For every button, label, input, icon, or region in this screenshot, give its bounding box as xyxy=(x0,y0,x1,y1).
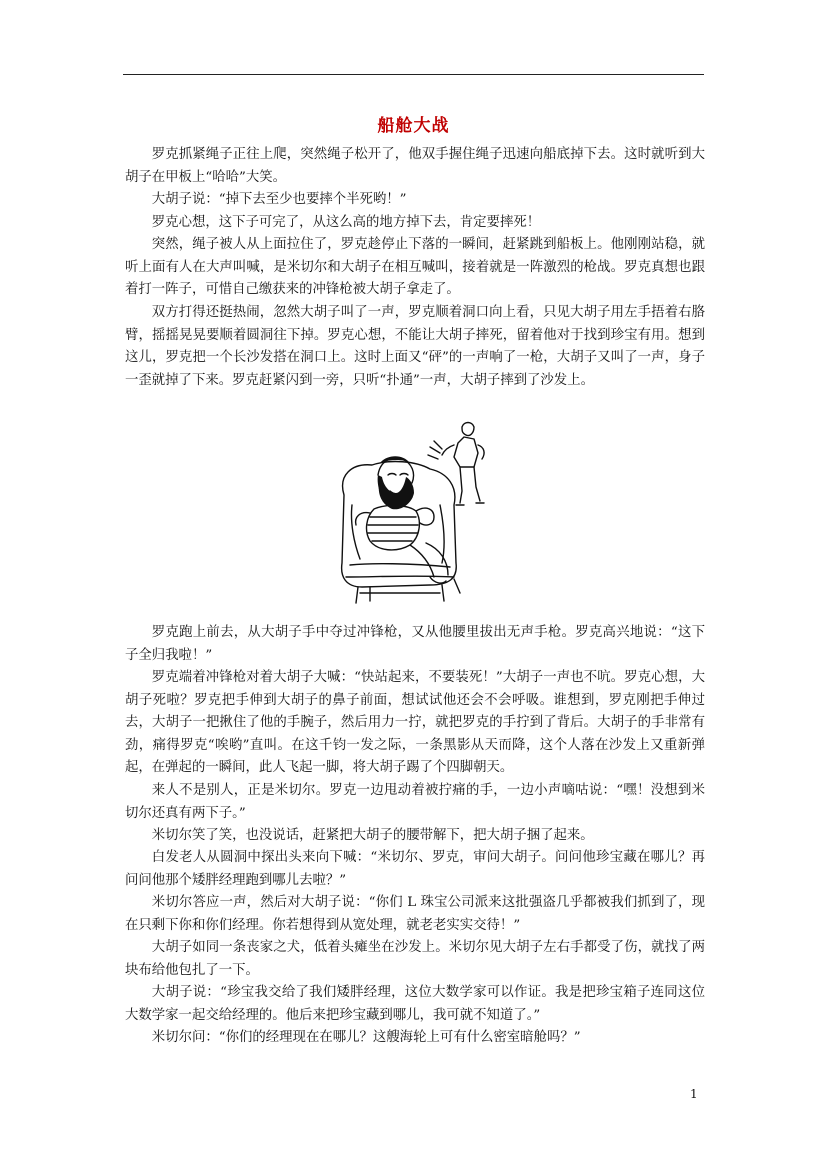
paragraph-9: 米切尔笑了笑，也没说话，赶紧把大胡子的腰带解下，把大胡子捆了起来。 xyxy=(151,828,594,843)
paragraph-3: 罗克心想，这下子可完了，从这么高的地方掉下去，肯定要摔死！ xyxy=(151,215,541,230)
paragraph-13: 大胡子说：“珍宝我交给了我们矮胖经理，这位大数学家可以作证。我是把珍宝箱子连同这位大数学家一起交给经理的。他后来把珍宝藏到哪儿，我可就不知道了。” xyxy=(125,985,705,1023)
page-title: 船舱大战 xyxy=(377,116,450,136)
sofa-illustration xyxy=(330,413,492,610)
paragraph-8: 来人不是别人，正是米切尔。罗克一边甩动着被拧痛的手，一边小声嘀咕说：“嘿！没想到米切尔还真有两下子。” xyxy=(125,783,705,821)
paragraph-12: 大胡子如同一条丧家之犬，低着头瘫坐在沙发上。米切尔见大胡子左右手都受了伤，就找了两块布给他包扎了一下。 xyxy=(125,940,705,978)
paragraph-4: 突然，绳子被人从上面拉住了，罗克趁停止下落的一瞬间，赶紧跳到船板上。他刚刚站稳，就听上面有人在大声叫喊，是米切尔和大胡子在相互喊叫，接着就是一阵激烈的枪战。罗克真想也跟着打一阵子，可惜自己缴获来的冲锋枪被大胡子拿走了。 xyxy=(125,237,705,298)
paragraph-14: 米切尔问：“你们的经理现在在哪儿？这艘海轮上可有什么密室暗舱吗？” xyxy=(151,1030,581,1045)
paragraph-11: 米切尔答应一声，然后对大胡子说：“你们 L 珠宝公司派来这批强盗几乎都被我们抓到了，现在只剩下你和你们经理。你若想得到从宽处理，就老老实实交待！” xyxy=(125,895,705,933)
paragraph-1: 罗克抓紧绳子正往上爬，突然绳子松开了，他双手握住绳子迅速向船底掉下去。这时就听到大胡子在甲板上“哈哈”大笑。 xyxy=(125,147,705,185)
paragraph-10: 白发老人从圆洞中探出头来向下喊：“米切尔、罗克，审问大胡子。问问他珍宝藏在哪儿？再问问他那个矮胖经理跑到哪儿去啦？” xyxy=(125,850,705,888)
paragraph-5: 双方打得还挺热闹，忽然大胡子叫了一声，罗克顺着洞口向上看，只见大胡子用左手捂着右胳臂，摇摇晃晃要顺着圆洞往下掉。罗克心想，不能让大胡子摔死，留着他对于找到珍宝有用。想到这儿，罗克把一个长沙发搭在洞口上。这时上面又“砰”的一声响了一枪，大胡子又叫了一声，身子一歪就掉了下来。罗克赶紧闪到一旁，只听“扑通”一声，大胡子摔到了沙发上。 xyxy=(125,305,705,388)
page-number: 1 xyxy=(690,1087,698,1101)
paragraph-7: 罗克端着冲锋枪对着大胡子大喊：“快站起来，不要装死！”大胡子一声也不吭。罗克心想，大胡子死啦？罗克把手伸到大胡子的鼻子前面，想试试他还会不会呼吸。谁想到，罗克刚把手伸过去，大胡子一把揪住了他的手腕子，然后用力一拧，就把罗克的手拧到了背后。大胡子的手非常有劲，痛得罗克“唉哟”直叫。在这千钧一发之际，一条黑影从天而降，这个人落在沙发上又重新弹起，在弹起的一瞬间，此人飞起一脚，将大胡子踢了个四脚朝天。 xyxy=(125,670,705,776)
header-rule xyxy=(123,74,704,75)
paragraph-6: 罗克跑上前去，从大胡子手中夺过冲锋枪，又从他腰里拔出无声手枪。罗克高兴地说：“这下子全归我啦！” xyxy=(125,625,705,663)
paragraph-2: 大胡子说：“掉下去至少也要摔个半死哟！” xyxy=(151,192,407,207)
